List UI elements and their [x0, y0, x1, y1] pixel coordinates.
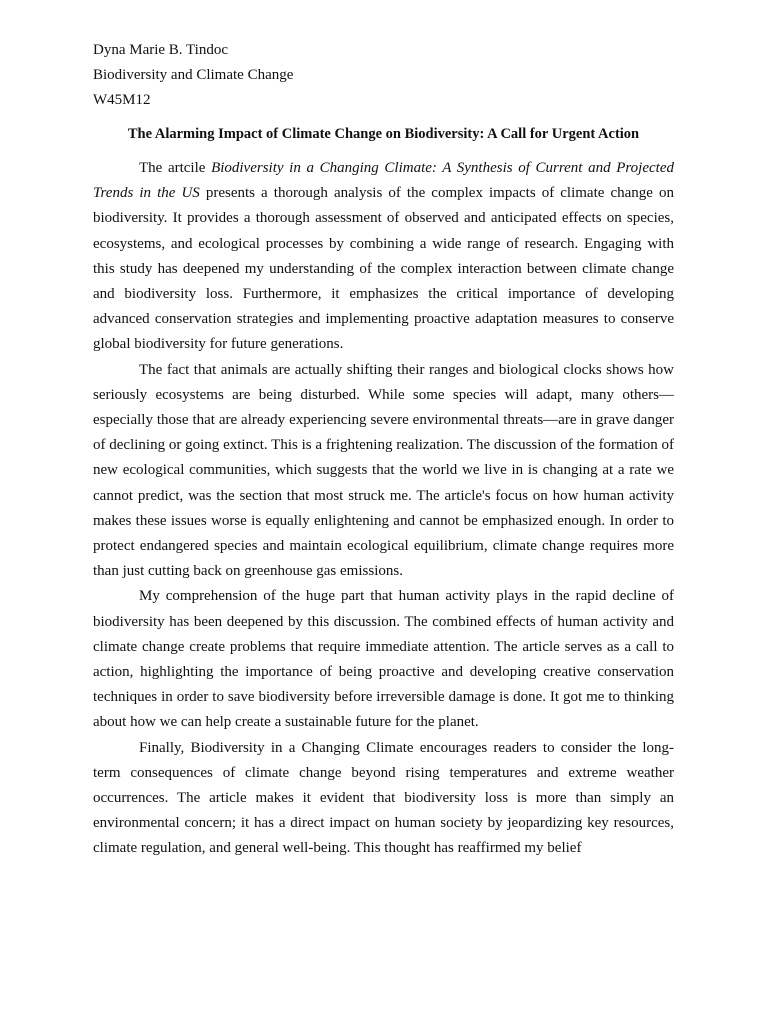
paragraph-2: The fact that animals are actually shifting their ranges and biological clocks shows how seriously ecosystems are being disturbed. While some species will adapt, many others—especially those that are already experiencing severe environmental threats—are in grave danger of declining or going extinct. This is a frightening realization. The discussion of the formation of new ecological communities, which suggests that the world we live in is changing at a rate we cannot predict, was the section that most struck me. The article's focus on how human activity makes these issues worse is equally enlightening and cannot be emphasized enough. In order to protect endangered species and maintain ecological equilibrium, climate change requires more than just cutting back on greenhouse gas emissions.	[93, 361, 674, 580]
paragraph-4: Finally, Biodiversity in a Changing Climate encourages readers to consider the long-term consequences of climate change beyond rising temperatures and extreme weather occurrences. The article makes it evident that biodiversity loss is more than simply an environmental concern; it has a direct impact on human society by jeopardizing key resources, climate regulation, and general well-being. This thought has reaffirmed my belief	[93, 739, 674, 857]
course-code: W45M12	[93, 92, 151, 108]
paragraph-3: My comprehension of the huge part that human activity plays in the rapid decline of biodiversity has been deepened by this discussion. The combined effects of human activity and climate change create problems that require immediate attention. The article serves as a call to action, highlighting the importance of being proactive and developing creative conservation techniques in order to save biodiversity before irreversible damage is done. It got me to thinking about how we can help create a sustainable future for the planet.	[93, 588, 674, 731]
author-name: Dyna Marie B. Tindoc	[93, 42, 228, 58]
document-title: The Alarming Impact of Climate Change on Biodiversity: A Call for Urgent Action	[127, 126, 640, 142]
paragraph-1	[93, 156, 674, 358]
document-page	[93, 38, 674, 862]
paragraph-1-lead: The artcile	[139, 160, 212, 176]
course-name: Biodiversity and Climate Change	[93, 67, 294, 83]
article-title-italic: Biodiversity in a Changing Climate: A Synthesis of Current and Projected Trends in the US	[93, 160, 674, 202]
paragraph-1-rest: presents a thorough analysis of the complex impacts of climate change on biodiversity. It provides a thorough assessment of observed and anticipated effects on species, ecosystems, and ecological processes by combining a wide range of research. Engaging with this study has deepened my understanding of the complex interaction between climate change and biodiversity loss. Furthermore, it emphasizes the critical importance of developing advanced conservation strategies and implementing proactive adaptation measures to conserve global biodiversity for future generations.	[93, 185, 674, 353]
